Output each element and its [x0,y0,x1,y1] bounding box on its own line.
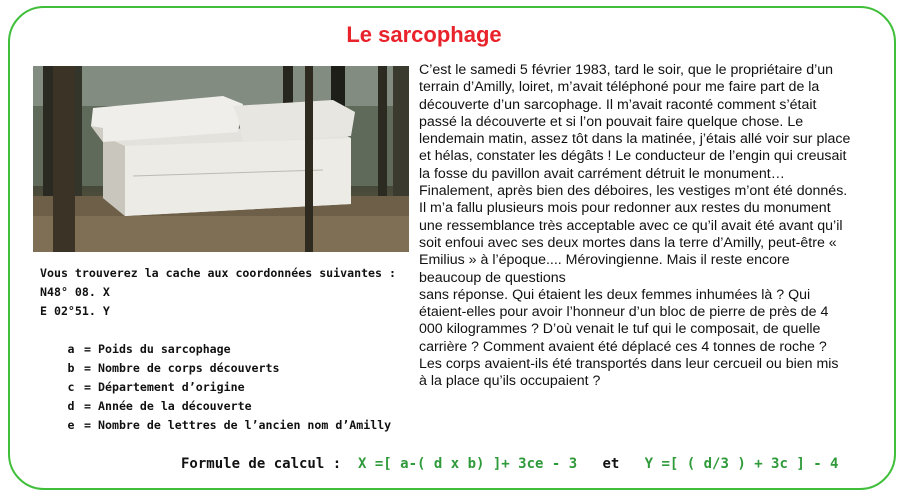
story-line: Finalement, après bien des déboires, les vestiges m’ont été donnés. [419,183,848,200]
story-line: beaucoup de questions [419,269,566,286]
legend-text: Nombre de lettres de l’ancien nom d’Amilly [98,418,392,432]
story-line: Il m’a fallu plusieurs mois pour redonner aux restes du monument [419,200,831,217]
legend-item: d = Année de la découverte [58,397,391,416]
story-line: une ressemblance très acceptable avec ce qu’il avait été avant qu’il [419,217,843,234]
coordinate-north: N48° 08. X [40,285,110,299]
story-line: soit enfoui avec ses deux mortes dans la terre d’Amilly, peut-être « [419,234,837,251]
story-line: Les corps avaient-ils été transportés dans leur cercueil ou bien mis [419,356,839,373]
legend-text: Poids du sarcophage [98,342,231,356]
story-line: Emilius » à l’époque.... Mérovingienne. Mais il reste encore [419,252,790,269]
legend-item: c = Département d’origine [58,378,391,397]
story-line: étaient-elles pour avoir l’honneur d’un bloc de pierre de près de 4 [419,304,829,321]
legend-key: e [67,418,75,432]
story-line: 000 kilogrammes ? D’où venait le tuf qui le composait, de quelle [419,321,821,338]
formula-and: et [602,456,620,472]
legend-key: d [67,399,75,413]
story-line: lendemain matin, assez tôt dans la matinée, j’étais allé voir sur place [419,131,851,148]
story-line: passé la découverte et si l’on pouvait faire quelque chose. Le [419,113,804,130]
legend-text: Département d’origine [98,380,245,394]
formula-y: Y =[ ( d/3 ) + 3c ] - 4 [644,456,839,472]
legend-key: b [67,361,75,375]
legend-item: a = Poids du sarcophage [58,340,391,359]
story-line: sans réponse. Qui étaient les deux femmes inhumées là ? Qui [419,286,811,303]
coordinates-intro: Vous trouverez la cache aux coordonnées suivantes : [40,266,396,280]
legend-item: e = Nombre de lettres de l’ancien nom d’Amilly [58,416,391,435]
legend-text: Année de la découverte [98,399,252,413]
legend-key: c [67,380,75,394]
variable-legend [58,340,391,435]
story-line: terrain d’Amilly, loiret, m’avait téléphoné pour me faire part de la [419,79,820,96]
coordinate-east: E 02°51. Y [40,304,110,318]
story-line: la fosse du pavillon avait carrément détruit le monument… [419,165,785,182]
page-title: Le sarcophage [346,22,502,47]
coordinates-block [40,264,396,321]
legend-key: a [67,342,75,356]
legend-text: Nombre de corps découverts [98,361,280,375]
story-line: et hélas, constater les dégâts ! Le conducteur de l’engin qui creusait [419,148,847,165]
sarcophagus-photo [33,66,409,252]
story-line: C’est le samedi 5 février 1983, tard le soir, que le propriétaire d’un [419,62,834,78]
story-line: découverte d’un sarcophage. Il m’avait raconté comment s’était [419,96,817,113]
formula-label: Formule de calcul : [181,456,342,472]
calculation-formula [181,456,839,472]
legend-item: b = Nombre de corps découverts [58,359,391,378]
story-line: à la place qu’ils occupaient ? [419,373,601,390]
formula-x: X =[ a-( d x b) ]+ 3ce - 3 [358,456,578,472]
story-line: carrière ? Comment avaient été déplacé ces 4 tonnes de roche ? [419,338,827,355]
story-text [419,62,885,391]
